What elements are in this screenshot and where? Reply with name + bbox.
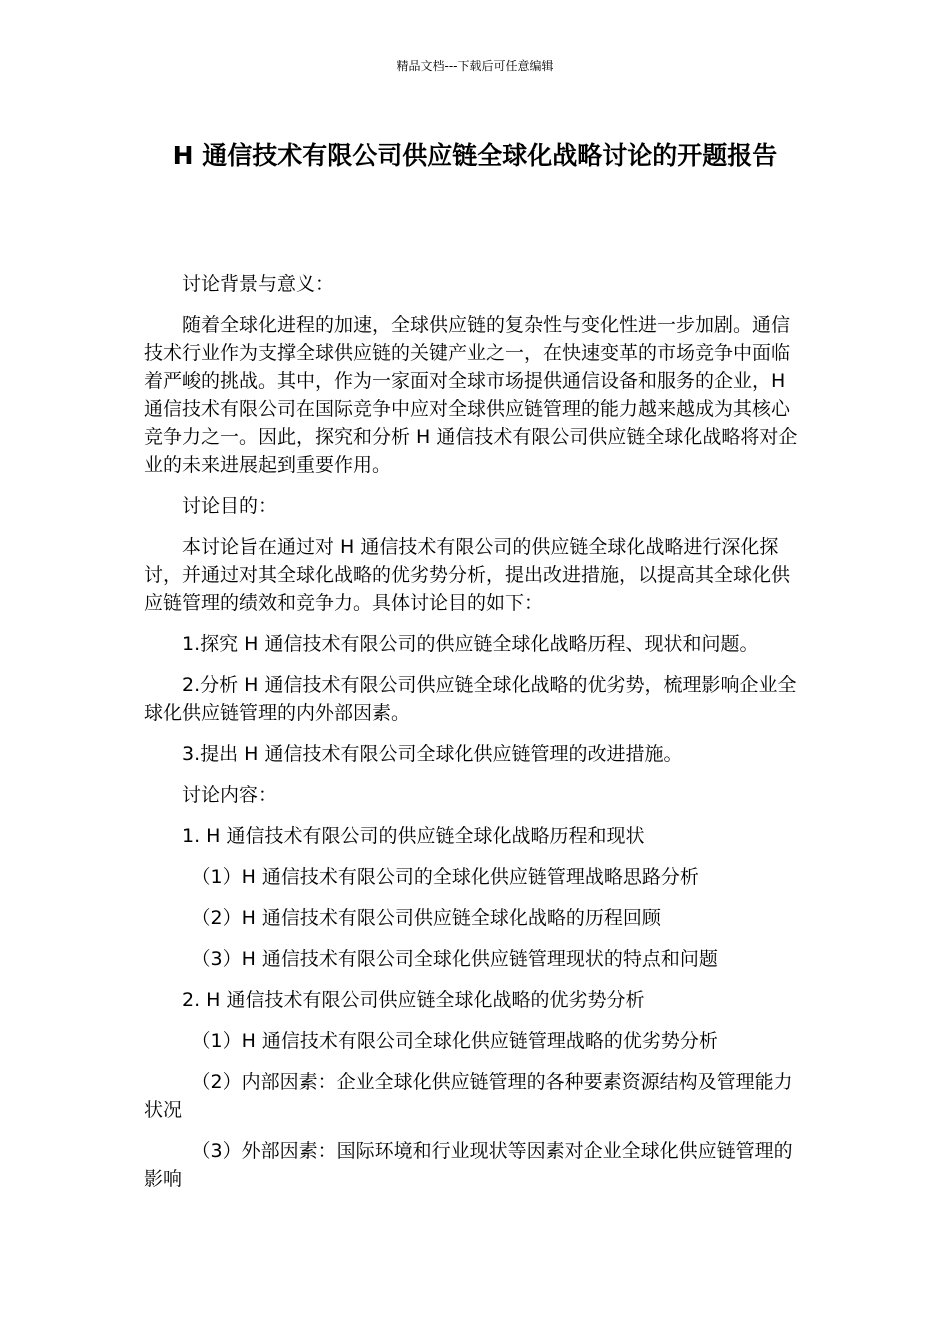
- purpose-item-2: 2.分析 H 通信技术有限公司供应链全球化战略的优劣势，梳理影响企业全球化供应链管理的内外部因素。: [144, 674, 797, 724]
- content-subitem-2-1: （1）H 通信技术有限公司全球化供应链管理战略的优劣势分析: [191, 1030, 718, 1052]
- purpose-item-3: 3.提出 H 通信技术有限公司全球化供应链管理的改进措施。: [182, 743, 683, 765]
- content-item-1: 1. H 通信技术有限公司的供应链全球化战略历程和现状: [182, 825, 645, 847]
- paragraph-purpose: 本讨论旨在通过对 H 通信技术有限公司的供应链全球化战略进行深化探讨，并通过对其全球化战略的优劣势分析，提出改进措施，以提高其全球化供应链管理的绩效和竞争力。具体讨论目的如下：: [144, 536, 791, 614]
- purpose-item-1: 1.探究 H 通信技术有限公司的供应链全球化战略历程、现状和问题。: [182, 633, 759, 655]
- content-subitem-2-2: （2）内部因素：企业全球化供应链管理的各种要素资源结构及管理能力状况: [144, 1071, 793, 1121]
- section-heading-background: 讨论背景与意义：: [182, 273, 335, 295]
- document-title: H 通信技术有限公司供应链全球化战略讨论的开题报告: [172, 141, 778, 170]
- header-note: 精品文档---下载后可任意编辑: [396, 59, 554, 73]
- content-subitem-1-3: （3）H 通信技术有限公司全球化供应链管理现状的特点和问题: [191, 948, 718, 970]
- content-item-2: 2. H 通信技术有限公司供应链全球化战略的优劣势分析: [182, 989, 645, 1011]
- content-subitem-1-1: （1）H 通信技术有限公司的全球化供应链管理战略思路分析: [191, 866, 699, 888]
- paragraph-background: 随着全球化进程的加速，全球供应链的复杂性与变化性进一步加剧。通信技术行业作为支撑全球供应链的关键产业之一，在快速变革的市场竞争中面临着严峻的挑战。其中，作为一家面对全球市场提供通信设备和服务的企业，H 通信技术有限公司在国际竞争中应对全球供应链管理的能力越来越成为其核心竞争力之一。因此，探究和分析 H 通信技术有限公司供应链全球化战略将对企业的未来进展起到重要作用。: [144, 314, 798, 476]
- document-body: [144, 270, 808, 1206]
- content-subitem-1-2: （2）H 通信技术有限公司供应链全球化战略的历程回顾: [191, 907, 661, 929]
- section-heading-content: 讨论内容：: [182, 784, 278, 806]
- content-subitem-2-3: （3）外部因素：国际环境和行业现状等因素对企业全球化供应链管理的影响: [144, 1140, 793, 1190]
- section-heading-purpose: 讨论目的：: [182, 495, 278, 517]
